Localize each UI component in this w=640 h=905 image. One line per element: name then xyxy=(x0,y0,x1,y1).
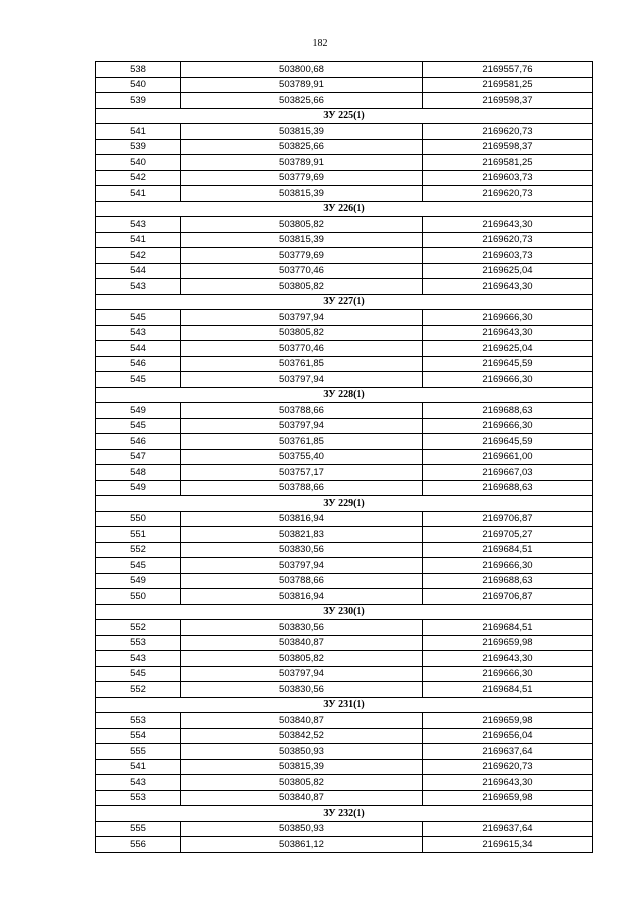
y-coordinate-cell: 2169598,37 xyxy=(423,139,593,155)
y-coordinate-cell: 2169667,03 xyxy=(423,465,593,481)
y-coordinate-cell: 2169684,51 xyxy=(423,682,593,698)
x-coordinate-cell: 503770,46 xyxy=(181,341,423,357)
table-row xyxy=(96,635,593,651)
point-number-cell: 545 xyxy=(96,666,181,682)
table-row xyxy=(96,542,593,558)
point-number-cell: 554 xyxy=(96,728,181,744)
point-number-cell: 549 xyxy=(96,573,181,589)
x-coordinate-cell: 503825,66 xyxy=(181,139,423,155)
x-coordinate-cell: 503816,94 xyxy=(181,511,423,527)
section-header-row xyxy=(96,108,593,124)
x-coordinate-cell: 503840,87 xyxy=(181,713,423,729)
table-row xyxy=(96,790,593,806)
y-coordinate-cell: 2169598,37 xyxy=(423,93,593,109)
section-title: ЗУ 230(1) xyxy=(96,604,593,620)
point-number-cell: 541 xyxy=(96,186,181,202)
x-coordinate-cell: 503797,94 xyxy=(181,372,423,388)
point-number-cell: 549 xyxy=(96,403,181,419)
x-coordinate-cell: 503830,56 xyxy=(181,620,423,636)
y-coordinate-cell: 2169656,04 xyxy=(423,728,593,744)
point-number-cell: 541 xyxy=(96,232,181,248)
point-number-cell: 552 xyxy=(96,682,181,698)
table-row xyxy=(96,728,593,744)
section-title: ЗУ 225(1) xyxy=(96,108,593,124)
y-coordinate-cell: 2169688,63 xyxy=(423,480,593,496)
y-coordinate-cell: 2169637,64 xyxy=(423,821,593,837)
x-coordinate-cell: 503770,46 xyxy=(181,263,423,279)
point-number-cell: 538 xyxy=(96,62,181,78)
table-row xyxy=(96,434,593,450)
y-coordinate-cell: 2169557,76 xyxy=(423,62,593,78)
x-coordinate-cell: 503805,82 xyxy=(181,217,423,233)
table-row xyxy=(96,573,593,589)
point-number-cell: 541 xyxy=(96,124,181,140)
table-row xyxy=(96,759,593,775)
x-coordinate-cell: 503779,69 xyxy=(181,170,423,186)
x-coordinate-cell: 503779,69 xyxy=(181,248,423,264)
section-header-row xyxy=(96,697,593,713)
point-number-cell: 545 xyxy=(96,558,181,574)
y-coordinate-cell: 2169581,25 xyxy=(423,155,593,171)
x-coordinate-cell: 503788,66 xyxy=(181,573,423,589)
x-coordinate-cell: 503805,82 xyxy=(181,325,423,341)
point-number-cell: 544 xyxy=(96,263,181,279)
table-row xyxy=(96,418,593,434)
y-coordinate-cell: 2169688,63 xyxy=(423,573,593,589)
table-row xyxy=(96,325,593,341)
x-coordinate-cell: 503815,39 xyxy=(181,124,423,140)
table-row xyxy=(96,62,593,78)
table-row xyxy=(96,279,593,295)
y-coordinate-cell: 2169620,73 xyxy=(423,186,593,202)
point-number-cell: 545 xyxy=(96,418,181,434)
y-coordinate-cell: 2169684,51 xyxy=(423,620,593,636)
table-row xyxy=(96,232,593,248)
point-number-cell: 539 xyxy=(96,139,181,155)
x-coordinate-cell: 503840,87 xyxy=(181,635,423,651)
y-coordinate-cell: 2169666,30 xyxy=(423,558,593,574)
point-number-cell: 553 xyxy=(96,713,181,729)
table-row xyxy=(96,713,593,729)
y-coordinate-cell: 2169684,51 xyxy=(423,542,593,558)
y-coordinate-cell: 2169620,73 xyxy=(423,759,593,775)
point-number-cell: 555 xyxy=(96,744,181,760)
table-row xyxy=(96,480,593,496)
table-row xyxy=(96,263,593,279)
x-coordinate-cell: 503788,66 xyxy=(181,403,423,419)
y-coordinate-cell: 2169643,30 xyxy=(423,775,593,791)
x-coordinate-cell: 503815,39 xyxy=(181,759,423,775)
table-row xyxy=(96,558,593,574)
point-number-cell: 548 xyxy=(96,465,181,481)
table-row xyxy=(96,682,593,698)
table-row xyxy=(96,186,593,202)
x-coordinate-cell: 503840,87 xyxy=(181,790,423,806)
x-coordinate-cell: 503805,82 xyxy=(181,279,423,295)
coordinates-table-body xyxy=(96,62,593,853)
y-coordinate-cell: 2169706,87 xyxy=(423,589,593,605)
x-coordinate-cell: 503788,66 xyxy=(181,480,423,496)
x-coordinate-cell: 503789,91 xyxy=(181,77,423,93)
x-coordinate-cell: 503797,94 xyxy=(181,558,423,574)
y-coordinate-cell: 2169666,30 xyxy=(423,310,593,326)
table-row xyxy=(96,356,593,372)
y-coordinate-cell: 2169643,30 xyxy=(423,217,593,233)
point-number-cell: 555 xyxy=(96,821,181,837)
point-number-cell: 547 xyxy=(96,449,181,465)
point-number-cell: 545 xyxy=(96,310,181,326)
section-header-row xyxy=(96,496,593,512)
point-number-cell: 544 xyxy=(96,341,181,357)
x-coordinate-cell: 503761,85 xyxy=(181,434,423,450)
x-coordinate-cell: 503805,82 xyxy=(181,651,423,667)
table-row xyxy=(96,77,593,93)
x-coordinate-cell: 503850,93 xyxy=(181,821,423,837)
table-row xyxy=(96,744,593,760)
coordinates-table xyxy=(95,61,593,853)
section-header-row xyxy=(96,387,593,403)
y-coordinate-cell: 2169615,34 xyxy=(423,837,593,853)
point-number-cell: 543 xyxy=(96,775,181,791)
point-number-cell: 539 xyxy=(96,93,181,109)
point-number-cell: 546 xyxy=(96,434,181,450)
y-coordinate-cell: 2169625,04 xyxy=(423,263,593,279)
point-number-cell: 556 xyxy=(96,837,181,853)
section-header-row xyxy=(96,201,593,217)
point-number-cell: 543 xyxy=(96,279,181,295)
point-number-cell: 543 xyxy=(96,325,181,341)
table-row xyxy=(96,93,593,109)
section-header-row xyxy=(96,294,593,310)
x-coordinate-cell: 503861,12 xyxy=(181,837,423,853)
x-coordinate-cell: 503830,56 xyxy=(181,542,423,558)
x-coordinate-cell: 503830,56 xyxy=(181,682,423,698)
point-number-cell: 542 xyxy=(96,248,181,264)
point-number-cell: 549 xyxy=(96,480,181,496)
point-number-cell: 540 xyxy=(96,155,181,171)
x-coordinate-cell: 503797,94 xyxy=(181,310,423,326)
point-number-cell: 550 xyxy=(96,511,181,527)
x-coordinate-cell: 503800,68 xyxy=(181,62,423,78)
point-number-cell: 546 xyxy=(96,356,181,372)
table-row xyxy=(96,449,593,465)
point-number-cell: 543 xyxy=(96,217,181,233)
section-title: ЗУ 229(1) xyxy=(96,496,593,512)
x-coordinate-cell: 503797,94 xyxy=(181,666,423,682)
table-row xyxy=(96,821,593,837)
y-coordinate-cell: 2169620,73 xyxy=(423,232,593,248)
y-coordinate-cell: 2169659,98 xyxy=(423,635,593,651)
table-row xyxy=(96,217,593,233)
point-number-cell: 552 xyxy=(96,542,181,558)
table-row xyxy=(96,248,593,264)
y-coordinate-cell: 2169645,59 xyxy=(423,356,593,372)
table-row xyxy=(96,837,593,853)
y-coordinate-cell: 2169666,30 xyxy=(423,418,593,434)
point-number-cell: 542 xyxy=(96,170,181,186)
table-row xyxy=(96,666,593,682)
y-coordinate-cell: 2169637,64 xyxy=(423,744,593,760)
table-row xyxy=(96,651,593,667)
y-coordinate-cell: 2169625,04 xyxy=(423,341,593,357)
table-row xyxy=(96,775,593,791)
table-row xyxy=(96,124,593,140)
y-coordinate-cell: 2169706,87 xyxy=(423,511,593,527)
y-coordinate-cell: 2169661,00 xyxy=(423,449,593,465)
table-row xyxy=(96,170,593,186)
table-row xyxy=(96,465,593,481)
section-title: ЗУ 226(1) xyxy=(96,201,593,217)
section-header-row xyxy=(96,604,593,620)
y-coordinate-cell: 2169643,30 xyxy=(423,325,593,341)
page-number: 182 xyxy=(312,38,328,49)
table-row xyxy=(96,155,593,171)
y-coordinate-cell: 2169666,30 xyxy=(423,372,593,388)
x-coordinate-cell: 503789,91 xyxy=(181,155,423,171)
section-title: ЗУ 231(1) xyxy=(96,697,593,713)
section-header-row xyxy=(96,806,593,822)
point-number-cell: 550 xyxy=(96,589,181,605)
x-coordinate-cell: 503825,66 xyxy=(181,93,423,109)
point-number-cell: 552 xyxy=(96,620,181,636)
x-coordinate-cell: 503815,39 xyxy=(181,232,423,248)
table-row xyxy=(96,403,593,419)
x-coordinate-cell: 503842,52 xyxy=(181,728,423,744)
x-coordinate-cell: 503797,94 xyxy=(181,418,423,434)
y-coordinate-cell: 2169643,30 xyxy=(423,651,593,667)
x-coordinate-cell: 503761,85 xyxy=(181,356,423,372)
section-title: ЗУ 228(1) xyxy=(96,387,593,403)
point-number-cell: 553 xyxy=(96,635,181,651)
y-coordinate-cell: 2169666,30 xyxy=(423,666,593,682)
table-row xyxy=(96,620,593,636)
y-coordinate-cell: 2169645,59 xyxy=(423,434,593,450)
section-title: ЗУ 227(1) xyxy=(96,294,593,310)
point-number-cell: 540 xyxy=(96,77,181,93)
x-coordinate-cell: 503755,40 xyxy=(181,449,423,465)
x-coordinate-cell: 503850,93 xyxy=(181,744,423,760)
table-row xyxy=(96,372,593,388)
x-coordinate-cell: 503757,17 xyxy=(181,465,423,481)
y-coordinate-cell: 2169603,73 xyxy=(423,170,593,186)
point-number-cell: 553 xyxy=(96,790,181,806)
table-row xyxy=(96,589,593,605)
x-coordinate-cell: 503821,83 xyxy=(181,527,423,543)
y-coordinate-cell: 2169659,98 xyxy=(423,713,593,729)
table-row xyxy=(96,139,593,155)
table-row xyxy=(96,527,593,543)
table-row xyxy=(96,511,593,527)
x-coordinate-cell: 503815,39 xyxy=(181,186,423,202)
y-coordinate-cell: 2169620,73 xyxy=(423,124,593,140)
point-number-cell: 541 xyxy=(96,759,181,775)
x-coordinate-cell: 503816,94 xyxy=(181,589,423,605)
point-number-cell: 543 xyxy=(96,651,181,667)
y-coordinate-cell: 2169688,63 xyxy=(423,403,593,419)
point-number-cell: 551 xyxy=(96,527,181,543)
table-row xyxy=(96,341,593,357)
y-coordinate-cell: 2169603,73 xyxy=(423,248,593,264)
y-coordinate-cell: 2169581,25 xyxy=(423,77,593,93)
y-coordinate-cell: 2169659,98 xyxy=(423,790,593,806)
y-coordinate-cell: 2169643,30 xyxy=(423,279,593,295)
table-row xyxy=(96,310,593,326)
y-coordinate-cell: 2169705,27 xyxy=(423,527,593,543)
point-number-cell: 545 xyxy=(96,372,181,388)
x-coordinate-cell: 503805,82 xyxy=(181,775,423,791)
section-title: ЗУ 232(1) xyxy=(96,806,593,822)
